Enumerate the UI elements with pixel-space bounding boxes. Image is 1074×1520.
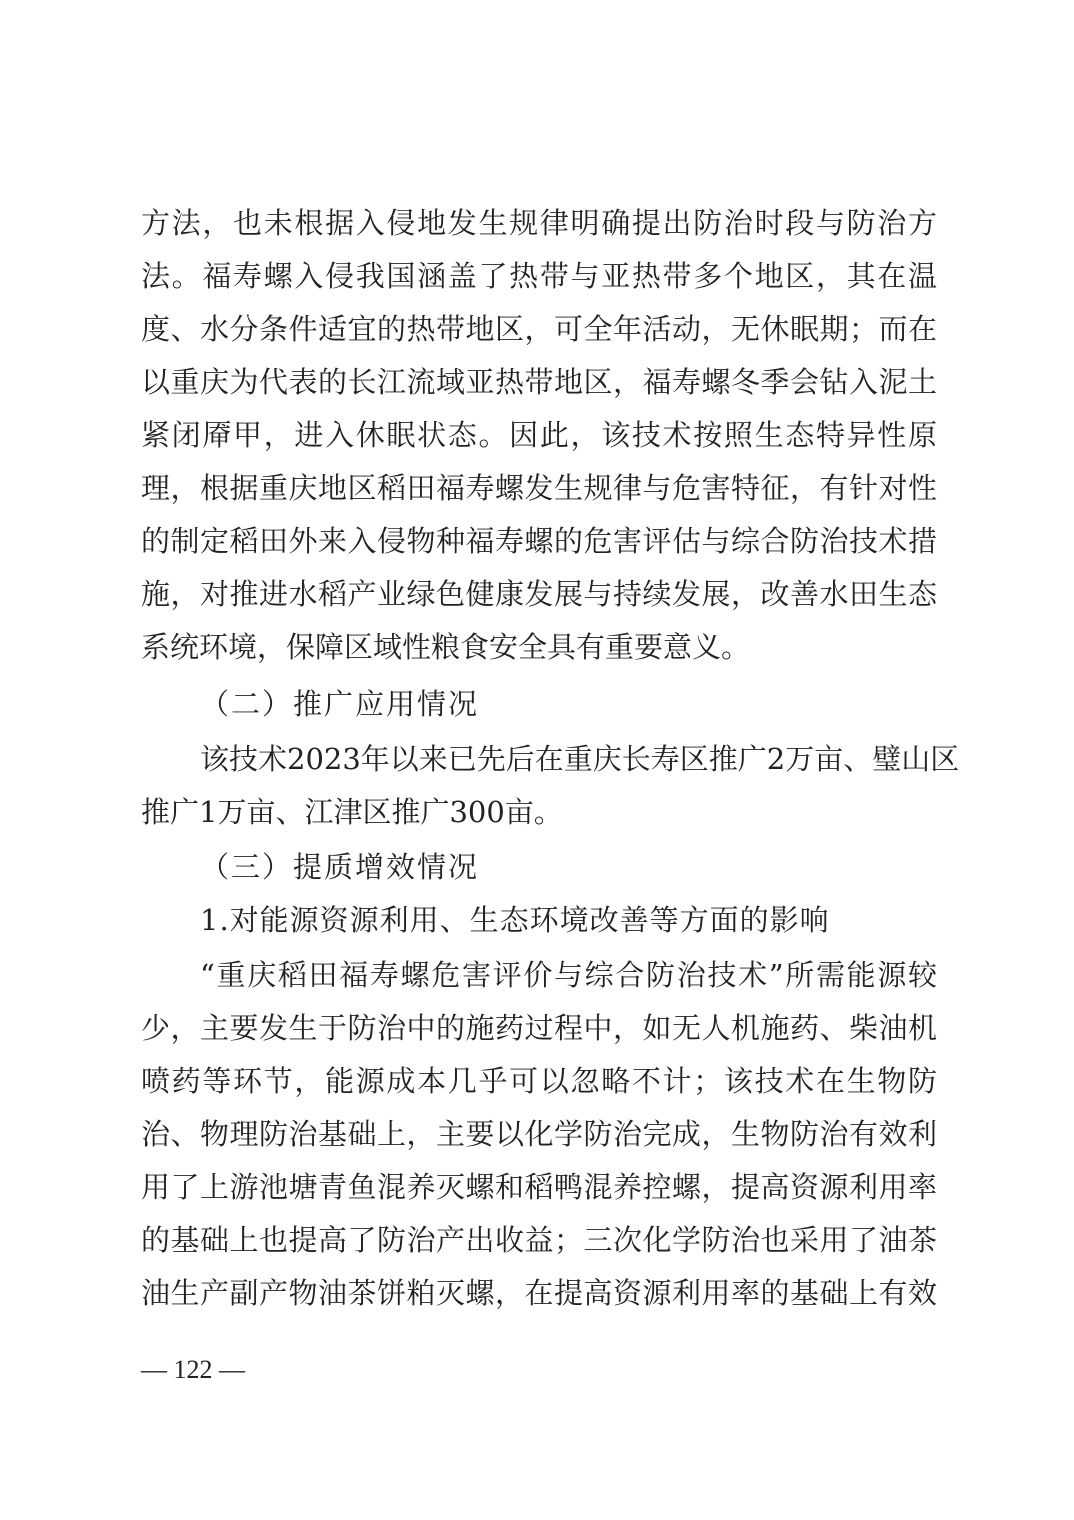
paragraph1-line-8: 施，对推进水稻产业绿色健康发展与持续发展，改善水田生态	[141, 577, 937, 611]
subheading-1: 1.对能源资源利用、生态环境改善等方面的影响	[200, 903, 830, 937]
paragraph1-line-4: 以重庆为代表的长江流域亚热带地区，福寿螺冬季会钻入泥土	[141, 365, 937, 399]
section-heading-2: （二）推广应用情况	[200, 687, 480, 721]
paragraph1-line-2: 法。福寿螺入侵我国涵盖了热带与亚热带多个地区，其在温	[141, 259, 937, 293]
paragraph3-line-2: 少，主要发生于防治中的施药过程中，如无人机施药、柴油机	[141, 1011, 937, 1045]
paragraph2-line-2: 推广1万亩、江津区推广300亩。	[141, 795, 563, 829]
paragraph1-line-6: 理，根据重庆地区稻田福寿螺发生规律与危害特征，有针对性	[141, 471, 937, 505]
paragraph3-line-5: 用了上游池塘青鱼混养灭螺和稻鸭混养控螺，提高资源利用率	[141, 1170, 937, 1204]
paragraph3-line-7: 油生产副产物油茶饼粕灭螺，在提高资源利用率的基础上有效	[141, 1276, 937, 1310]
paragraph1-line-1: 方法，也未根据入侵地发生规律明确提出防治时段与防治方	[141, 206, 937, 240]
paragraph3-line-3: 喷药等环节，能源成本几乎可以忽略不计；该技术在生物防	[141, 1064, 937, 1098]
paragraph3-line-1: “重庆稻田福寿螺危害评价与综合防治技术”所需能源较	[200, 958, 937, 992]
page-number: — 122 —	[141, 1355, 245, 1384]
section-heading-3: （三）提质增效情况	[200, 850, 480, 884]
paragraph2-line-1: 该技术2023年以来已先后在重庆长寿区推广2万亩、璧山区	[200, 742, 960, 776]
paragraph1-line-5: 紧闭厣甲，进入休眠状态。因此，该技术按照生态特异性原	[141, 418, 937, 452]
paragraph1-line-7: 的制定稻田外来入侵物种福寿螺的危害评估与综合防治技术措	[141, 524, 937, 558]
paragraph3-line-6: 的基础上也提高了防治产出收益；三次化学防治也采用了油茶	[141, 1223, 937, 1257]
paragraph3-line-4: 治、物理防治基础上，主要以化学防治完成，生物防治有效利	[141, 1117, 937, 1151]
paragraph1-line-3: 度、水分条件适宜的热带地区，可全年活动，无休眠期；而在	[141, 312, 937, 346]
paragraph1-line-9: 系统环境，保障区域性粮食安全具有重要意义。	[141, 630, 751, 664]
